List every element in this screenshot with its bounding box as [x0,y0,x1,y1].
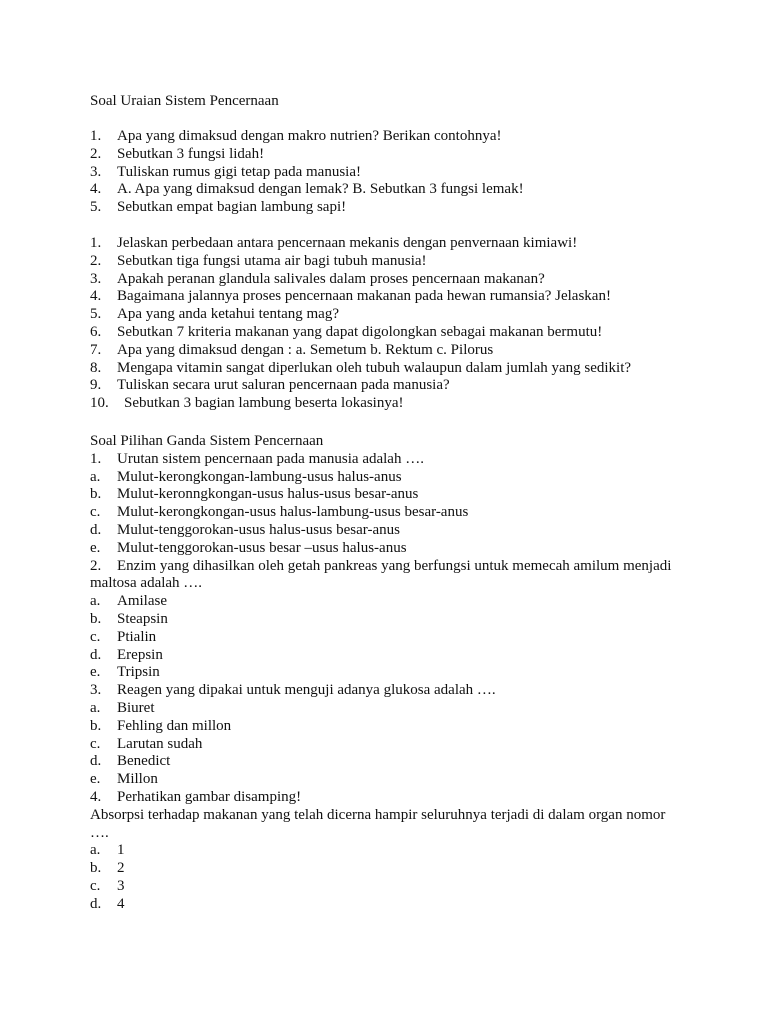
option-text: Ptialin [117,628,157,645]
answer-option [90,629,690,647]
item-text: A. Apa yang dimaksud dengan lemak? B. Sebutkan 3 fungsi lemak! [117,181,524,198]
option-text: Amilase [117,593,167,610]
question-continuation [90,575,690,593]
question-text-continued: Absorpsi terhadap makanan yang telah dicerna hampir seluruhnya terjadi di dalam organ nomor [90,806,666,823]
item-text: Sebutkan tiga fungsi utama air bagi tubuh manusia! [117,252,427,269]
option-label: b. [90,486,102,503]
answer-option [90,896,690,914]
item-text: Jelaskan perbedaan antara pencernaan mekanis dengan penvernaan kimiawi! [117,235,578,251]
option-label: d. [90,521,102,538]
multiple-choice-section [90,433,690,914]
option-label: b. [90,860,102,877]
question-number: 2. [90,557,102,574]
item-text: Apa yang dimaksud dengan : a. Semetum b. Rektum c. Pilorus [117,341,494,358]
option-label: b. [90,717,102,734]
option-text: Benedict [117,753,171,770]
question-text: Urutan sistem pencernaan pada manusia adalah …. [117,450,424,467]
option-text: Erepsin [117,646,163,663]
option-label: e. [90,664,101,681]
option-text: Mulut-tenggorokan-usus besar –usus halus-anus [117,539,407,556]
option-label: a. [90,842,101,859]
question-number: 4. [90,788,102,805]
item-text: Apa yang anda ketahui tentang mag? [117,306,339,323]
item-text: Sebutkan empat bagian lambung sapi! [117,199,347,216]
item-number: 4. [90,288,102,305]
answer-option [90,469,690,487]
item-number: 1. [90,235,102,251]
option-label: e. [90,539,101,556]
item-text: Apa yang dimaksud dengan makro nutrien? Berikan contohnya! [117,128,502,144]
option-label: c. [90,628,101,645]
item-text: Tuliskan rumus gigi tetap pada manusia! [117,163,361,180]
answer-option [90,593,690,611]
option-label: a. [90,468,101,485]
answer-option [90,504,690,522]
item-text: Sebutkan 7 kriteria makanan yang dapat digolongkan sebagai makanan bermutu! [117,323,603,340]
option-text: Tripsin [117,664,160,681]
question-number: 1. [90,450,102,467]
item-number: 8. [90,359,102,376]
option-text: Mulut-tenggorokan-usus halus-usus besar-anus [117,521,400,538]
item-number: 2. [90,252,102,269]
question-continuation [90,825,690,843]
question-continuation [90,807,690,825]
item-text: Apakah peranan glandula salivales dalam proses pencernaan makanan? [117,270,545,287]
option-label: c. [90,735,101,752]
item-number: 10. [90,395,109,412]
option-text: Steapsin [117,610,168,627]
answer-option [90,700,690,718]
option-label: b. [90,610,102,627]
mc-title-text: Soal Pilihan Ganda Sistem Pencernaan [90,433,324,449]
item-number: 4. [90,181,102,198]
question-text-continued-2: …. [90,824,109,841]
option-label: d. [90,895,102,912]
question-text: Reagen yang dipakai untuk menguji adanya glukosa adalah …. [117,682,496,699]
answer-option [90,522,690,540]
question-text: Enzim yang dihasilkan oleh getah pankreas yang berfungsi untuk memecah amilum menjadi [117,557,672,574]
answer-option [90,647,690,665]
item-text: Tuliskan secara urut saluran pencernaan pada manusia? [117,377,450,394]
option-text: Mulut-kerongkongan-usus halus-lambung-usus besar-anus [117,504,469,521]
essay-section-title: Soal Uraian Sistem Pencernaan [90,93,279,109]
answer-option [90,860,690,878]
answer-option [90,540,690,558]
item-number: 3. [90,270,102,287]
answer-option [90,486,690,504]
item-text: Sebutkan 3 bagian lambung beserta lokasinya! [124,395,404,412]
item-number: 1. [90,128,102,144]
option-text: Mulut-kerongkongan-lambung-usus halus-anus [117,468,402,485]
option-text: 1 [117,842,125,859]
item-text: Bagaimana jalannya proses pencernaan makanan pada hewan rumansia? Jelaskan! [117,288,611,305]
answer-option [90,771,690,789]
answer-option [90,842,690,860]
option-label: d. [90,753,102,770]
answer-option [90,664,690,682]
answer-option [90,753,690,771]
option-text: Millon [117,771,158,788]
question-text: Perhatikan gambar disamping! [117,788,302,805]
option-label: c. [90,877,101,894]
option-label: d. [90,646,102,663]
item-text: Sebutkan 3 fungsi lidah! [117,145,265,162]
option-label: e. [90,771,101,788]
question-3 [90,682,690,700]
option-text: 3 [117,877,125,894]
item-number: 7. [90,341,102,358]
question-2 [90,558,690,576]
mc-section-title [90,433,690,451]
question-number: 3. [90,682,102,699]
question-4 [90,789,690,807]
answer-option [90,718,690,736]
answer-option [90,611,690,629]
question-text-continued: maltosa adalah …. [90,575,203,592]
item-number: 5. [90,306,102,323]
item-number: 6. [90,323,102,340]
option-text: 2 [117,860,125,877]
answer-option [90,878,690,896]
option-text: 4 [117,895,125,912]
option-text: Mulut-keronngkongan-usus halus-usus besar-anus [117,486,419,503]
item-text: Mengapa vitamin sangat diperlukan oleh tubuh walaupun dalam jumlah yang sedikit? [117,359,632,376]
option-label: a. [90,699,101,716]
option-text: Biuret [117,699,155,716]
option-label: a. [90,593,101,610]
question-1 [90,451,690,469]
option-label: c. [90,504,101,521]
item-number: 2. [90,145,102,162]
item-number: 5. [90,199,102,216]
answer-option [90,736,690,754]
option-text: Fehling dan millon [117,717,232,734]
item-number: 9. [90,377,102,394]
option-text: Larutan sudah [117,735,203,752]
item-number: 3. [90,163,102,180]
